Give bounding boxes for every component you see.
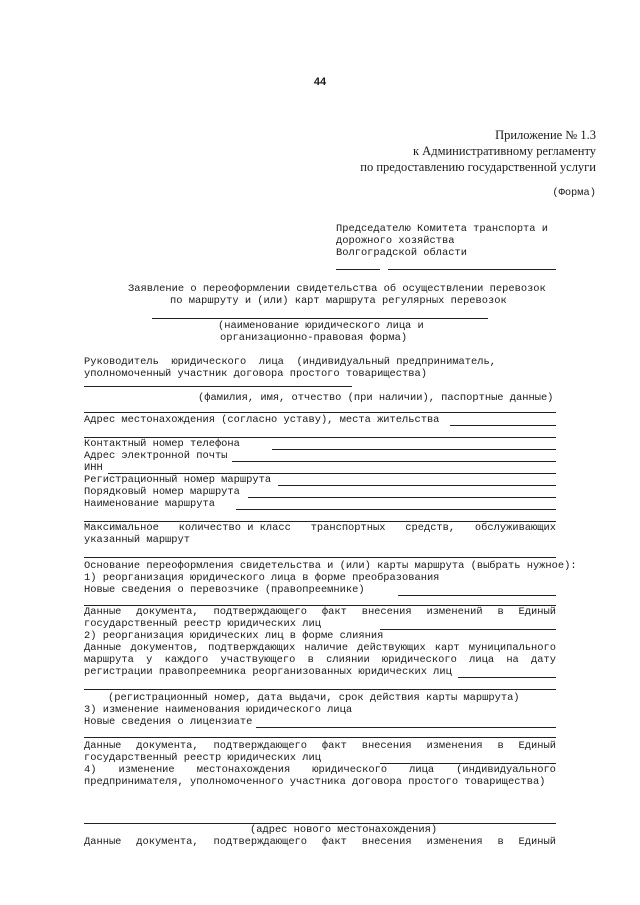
item2-para-line-1 — [84, 642, 556, 654]
item4-line-2: предпринимателя, уполномоченного участника договора простого товарищества) — [84, 776, 546, 788]
org-name-blank — [152, 318, 488, 319]
word: факт — [321, 740, 347, 752]
word: транспортных — [310, 522, 386, 534]
head-word: юридического — [171, 356, 247, 368]
item3-doc-line-1 — [84, 740, 556, 752]
field-address-blank[interactable] — [450, 425, 556, 426]
item4-hint: (адрес нового местонахождения) — [250, 824, 438, 836]
page-number: 44 — [313, 76, 327, 88]
word: средств, — [405, 522, 456, 534]
word: каждого — [164, 654, 209, 666]
word: карт — [434, 642, 460, 654]
addressee-blank-2 — [388, 269, 556, 270]
word: документа, — [136, 606, 199, 618]
word: факт — [321, 606, 347, 618]
word: внесения — [361, 836, 412, 848]
field-email-label: Адрес электронной почты — [84, 450, 228, 462]
word: в — [497, 606, 504, 618]
field-email-blank[interactable] — [232, 461, 556, 462]
item1-title: 1) реорганизация юридического лица в форме преобразования — [84, 572, 440, 584]
word: наличие — [304, 642, 349, 654]
word: у — [146, 654, 153, 666]
item1-new-info-label: Новые сведения о перевозчике (правопреемнике) — [84, 584, 365, 596]
word: юридического — [382, 654, 457, 666]
word: 4) — [84, 764, 97, 776]
word: лица — [409, 764, 435, 776]
item2-para-blank-2[interactable] — [84, 689, 556, 690]
word: Данные — [84, 606, 122, 618]
word: Данные — [84, 642, 122, 654]
field-inn-label: ИНН — [84, 462, 103, 474]
title-line-1: Заявление о переоформлении свидетельства об осуществлении перевозок — [128, 283, 546, 295]
word: слиянии — [326, 654, 370, 666]
word: Единый — [518, 836, 556, 848]
head-line-2: уполномоченный участник договора простого товарищества) — [84, 368, 427, 380]
word: внесения — [361, 740, 412, 752]
hint-org-line-2: организационно-правовая форма) — [220, 332, 408, 344]
word: Единый — [518, 606, 556, 618]
field-phone-blank[interactable] — [272, 449, 556, 450]
head-line-1 — [84, 356, 496, 368]
appendix-line-3: по предоставлению государственной услуги — [360, 160, 596, 174]
word: изменения — [426, 836, 483, 848]
addressee-blank-1 — [336, 269, 380, 270]
max-vehicles-line-2: указанный маршрут — [84, 534, 191, 546]
field-seq-number-label: Порядковый номер маршрута — [84, 486, 240, 498]
word: маршрута — [84, 654, 134, 666]
word: Единый — [518, 740, 556, 752]
item1-doc-line-1 — [84, 606, 556, 618]
word: Данные — [84, 836, 122, 848]
word: документа, — [136, 740, 199, 752]
addressee-line-1: Председателю Комитета транспорта и — [336, 223, 549, 235]
field-route-name-label: Наименование маршрута — [84, 498, 215, 510]
word: муниципального — [468, 642, 556, 654]
item1-new-info-blank[interactable] — [398, 595, 556, 596]
item3-new-info-blank-2[interactable] — [84, 737, 556, 738]
field-reg-number-blank[interactable] — [278, 485, 556, 486]
word: в — [307, 654, 314, 666]
max-vehicles-blank[interactable] — [84, 557, 556, 558]
field-seq-number-blank[interactable] — [248, 497, 556, 498]
word: дату — [531, 654, 556, 666]
word: местонахождения — [196, 764, 291, 776]
max-vehicles-line-1 — [84, 522, 556, 534]
word: Данные — [84, 740, 122, 752]
word: количество и класс — [178, 522, 291, 534]
item1-doc-blank[interactable] — [380, 629, 556, 630]
appendix-line-2: к Административному регламенту — [412, 144, 596, 158]
item2-hint: (регистрационный номер, дата выдачи, срок действия карты маршрута) — [108, 692, 520, 704]
hint-fio: (фамилия, имя, отчество (при наличии), паспортные данные) — [198, 392, 554, 404]
item3-new-info-blank[interactable] — [256, 727, 556, 728]
word: лица — [469, 654, 495, 666]
appendix-line-1: Приложение № 1.3 — [495, 128, 596, 142]
field-reg-number-label: Регистрационный номер маршрута — [84, 474, 272, 486]
word: в — [497, 740, 504, 752]
last-line — [84, 836, 556, 848]
item2-title: 2) реорганизация юридических лиц в форме слияния — [84, 630, 384, 642]
word: изменения — [426, 740, 483, 752]
word: изменение — [118, 764, 175, 776]
head-fio-blank — [84, 386, 352, 387]
word: подтверждающего — [213, 740, 308, 752]
head-word: Руководитель — [84, 356, 159, 368]
item2-para-line-2 — [84, 654, 556, 666]
word: действующих — [357, 642, 426, 654]
item3-doc-line-2: государственный реестр юридических лиц — [84, 752, 321, 764]
head-word: (индивидуальный предприниматель, — [296, 356, 496, 368]
word: документа, — [136, 836, 199, 848]
item3-title: 3) изменение наименования юридического лица — [84, 704, 353, 716]
word: в — [497, 836, 504, 848]
word: подтверждающего — [213, 606, 308, 618]
word: на — [506, 654, 519, 666]
word: документов, — [130, 642, 200, 654]
item2-para-blank[interactable] — [458, 677, 556, 678]
hint-org-line-1: (наименование юридического лица и — [218, 320, 424, 332]
basis-text: Основание переоформления свидетельства и (или) карты маршрута (выбрать нужное): — [84, 560, 577, 572]
word: Максимальное — [84, 522, 159, 534]
title-line-2: по маршруту и (или) карт маршрута регулярных перевозок — [170, 295, 507, 307]
word: факт — [321, 836, 347, 848]
item3-new-info-label: Новые сведения о лицензиате — [84, 716, 253, 728]
word: участвующего — [220, 654, 296, 666]
item2-para-line-3: регистрации правопреемника реорганизованных юридических лиц — [84, 666, 452, 678]
field-address-label: Адрес местонахождения (согласно уставу), места жительства — [84, 414, 440, 426]
word: внесения — [361, 606, 412, 618]
field-route-name-blank[interactable] — [236, 509, 556, 510]
addressee-line-2: дорожного хозяйства — [336, 235, 455, 247]
passport-blank — [84, 412, 556, 413]
word: юридического — [312, 764, 388, 776]
field-phone-label: Контактный номер телефона — [84, 438, 240, 450]
form-label: (Форма) — [552, 187, 596, 199]
addressee-line-3: Волгоградской области — [336, 247, 467, 259]
word: (индивидуального — [456, 764, 556, 776]
word: подтверждающих — [208, 642, 296, 654]
item1-doc-line-2: государственный реестр юридических лиц — [84, 618, 321, 630]
head-word: лица — [258, 356, 284, 368]
word: изменений — [426, 606, 483, 618]
word: подтверждающего — [213, 836, 308, 848]
item4-line-1 — [84, 764, 556, 776]
word: обслуживающих — [474, 522, 556, 534]
